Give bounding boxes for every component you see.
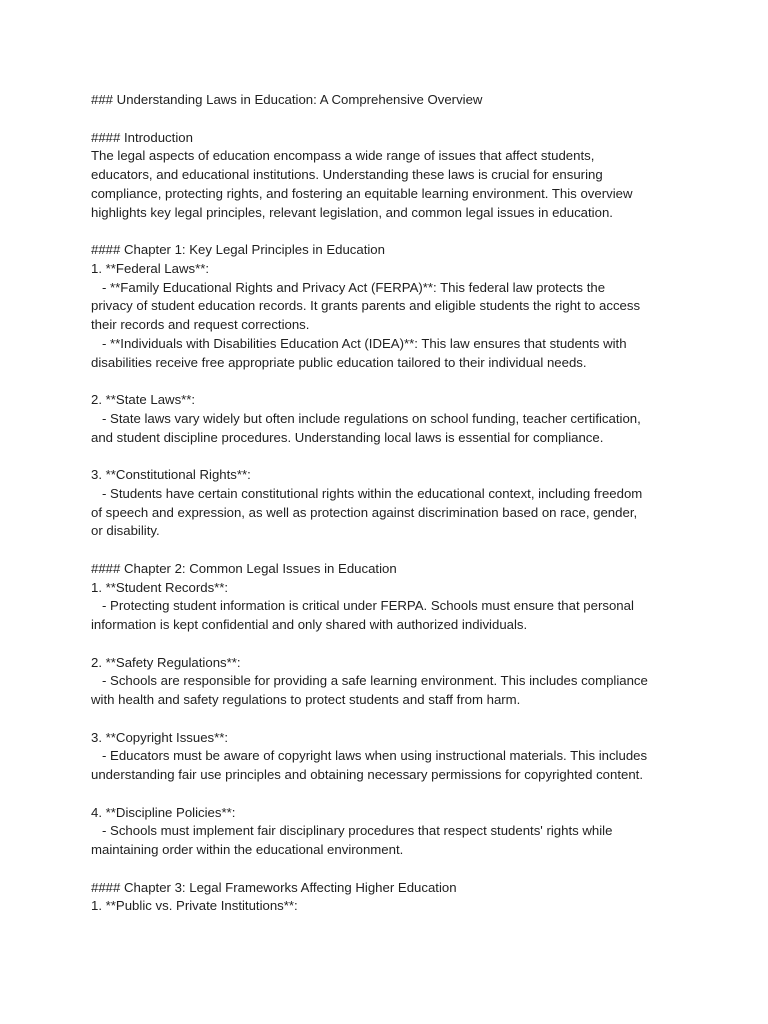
chapter2-item2-label: 2. **Safety Regulations**: (91, 654, 241, 670)
chapter2-item1-label: 1. **Student Records**: (91, 579, 229, 595)
document-body (91, 91, 691, 916)
chapter2-item1-line: information is kept confidential and only shared with authorized individuals. (91, 617, 528, 632)
chapter1-item1-label: 1. **Federal Laws**: (91, 260, 210, 276)
chapter2-item3-line: understanding fair use principles and obtaining necessary permissions for copyrighted content. (91, 767, 643, 782)
chapter2-item3-line: - Educators must be aware of copyright laws when using instructional materials. This includes (91, 748, 648, 764)
intro-heading: #### Introduction (91, 129, 193, 145)
blank-line (91, 110, 691, 129)
document-title: ### Understanding Laws in Education: A Comprehensive Overview (91, 92, 483, 107)
chapter1-item3-line: - Students have certain constitutional rights within the educational context, including freedom (91, 485, 643, 501)
chapter1-item2-line: and student discipline procedures. Understanding local laws is essential for compliance. (91, 429, 604, 445)
blank-line (91, 710, 691, 729)
blank-line (91, 541, 691, 560)
blank-line (91, 785, 691, 804)
chapter3-item1-label: 1. **Public vs. Private Institutions**: (91, 898, 298, 914)
chapter1-item1-line: - **Family Educational Rights and Privacy Act (FERPA)**: This federal law protects the (91, 279, 606, 295)
chapter2-item4-label: 4. **Discipline Policies**: (91, 804, 236, 820)
chapter1-item1-line: disabilities receive free appropriate public education tailored to their individual needs. (91, 354, 587, 370)
chapter2-item4-line: - Schools must implement fair disciplinary procedures that respect students' rights while (91, 823, 613, 839)
chapter1-item3-label: 3. **Constitutional Rights**: (91, 467, 251, 482)
chapter2-item3-label: 3. **Copyright Issues**: (91, 729, 229, 745)
intro-line: The legal aspects of education encompass a wide range of issues that affect students, (91, 148, 595, 164)
chapter2-item4-line: maintaining order within the educational environment. (91, 842, 404, 857)
intro-line: highlights key legal principles, relevant legislation, and common legal issues in education. (91, 204, 613, 220)
chapter3-heading: #### Chapter 3: Legal Frameworks Affecting Higher Education (91, 879, 457, 895)
chapter1-item3-line: or disability. (91, 523, 160, 539)
chapter2-heading: #### Chapter 2: Common Legal Issues in Education (91, 560, 397, 576)
chapter2-item2-line: with health and safety regulations to protect students and staff from harm. (91, 692, 521, 707)
chapter2-item1-line: - Protecting student information is critical under FERPA. Schools must ensure that personal (91, 598, 634, 614)
blank-line (91, 447, 691, 466)
chapter1-item1-line: privacy of student education records. It grants parents and eligible students the right to access (91, 298, 641, 314)
intro-line: compliance, protecting rights, and fostering an equitable learning environment. This overview (91, 185, 633, 201)
blank-line (91, 860, 691, 879)
chapter1-heading: #### Chapter 1: Key Legal Principles in Education (91, 242, 385, 257)
chapter1-item2-label: 2. **State Laws**: (91, 392, 196, 407)
chapter1-item1-line: - **Individuals with Disabilities Education Act (IDEA)**: This law ensures that students with (91, 335, 627, 351)
chapter2-item2-line: - Schools are responsible for providing a safe learning environment. This includes compliance (91, 673, 648, 689)
intro-line: educators, and educational institutions. Understanding these laws is crucial for ensuring (91, 167, 603, 182)
blank-line (91, 372, 691, 391)
chapter1-item1-line: their records and request corrections. (91, 317, 310, 332)
chapter1-item2-line: - State laws vary widely but often include regulations on school funding, teacher certification, (91, 410, 641, 426)
blank-line (91, 222, 691, 241)
blank-line (91, 635, 691, 654)
chapter1-item3-line: of speech and expression, as well as protection against discrimination based on race, gender, (91, 504, 638, 520)
